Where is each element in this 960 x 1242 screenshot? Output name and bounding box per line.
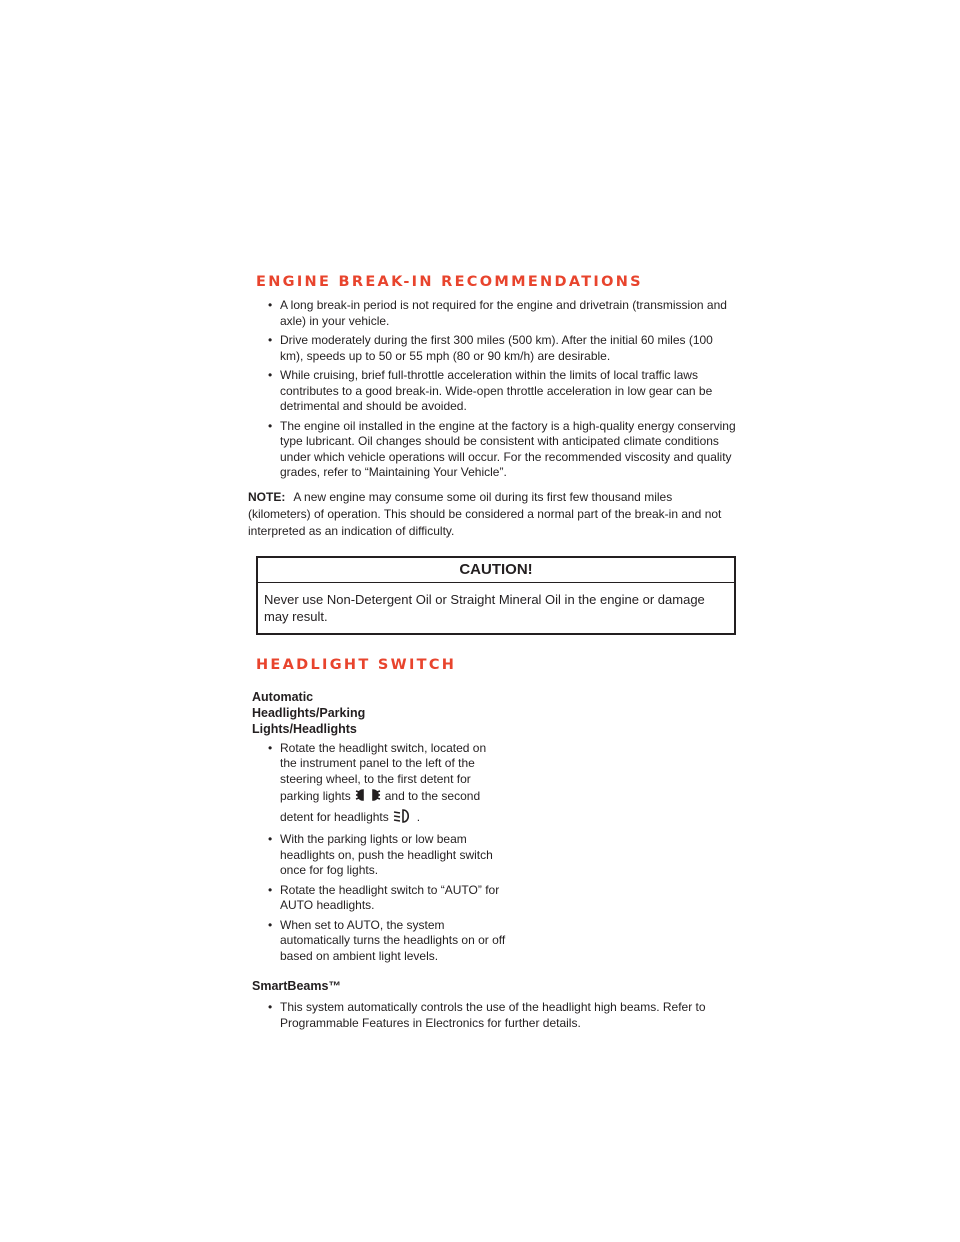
list-item: • Drive moderately during the first 300 miles (500 km). After the initial 60 miles (100 km), speeds up to 50 or 55 mph (80 or 90 km/h) are desirable. bbox=[268, 333, 713, 363]
parking-lights-icon bbox=[355, 787, 381, 808]
note-text: A new engine may consume some oil during its first few thousand miles (kilometers) of operation. This should be considered a normal part of the break-in and not interpreted as an indication of difficulty. bbox=[248, 489, 722, 538]
smartbeams-subhead: SmartBeams™ bbox=[252, 979, 341, 993]
list-item: • The engine oil installed in the engine at the factory is a high-quality energy conserving type lubricant. Oil changes should be consistent with anticipated climate conditions under which vehicle operations will occur. For the recommended viscosity and quality grades, refer to “Maintaining Your Vehicle”. bbox=[268, 418, 736, 479]
headlight-section bbox=[252, 655, 736, 1032]
list-item: • Rotate the headlight switch, located on the instrument panel to the left of the steering wheel, to the first detent for parking lights and to the second detent for headlights . bbox=[256, 741, 506, 829]
list-item: • When set to AUTO, the system automatically turns the headlights on or off based on ambient light levels. bbox=[268, 917, 506, 963]
engine-bullet-list bbox=[256, 298, 736, 481]
headlight-switch-title: HEADLIGHT SWITCH bbox=[256, 656, 457, 673]
headlight-bullet-list bbox=[256, 741, 506, 965]
caution-title: CAUTION! bbox=[258, 558, 734, 583]
page-content bbox=[248, 272, 736, 1035]
caution-box bbox=[256, 556, 736, 635]
smartbeams-bullet-list bbox=[256, 1000, 736, 1031]
list-item: • With the parking lights or low beam headlights on, push the headlight switch once for fog lights. bbox=[268, 832, 493, 877]
list-item: • Rotate the headlight switch to “AUTO” for AUTO headlights. bbox=[268, 882, 500, 912]
headlight-icon bbox=[393, 808, 413, 829]
list-item: • While cruising, brief full-throttle acceleration within the limits of local traffic laws contributes to a good break-in. Wide-open throttle acceleration in low gear can be detrimental and should be avoided. bbox=[268, 368, 713, 413]
engine-note bbox=[248, 489, 728, 540]
list-item: • A long break-in period is not required for the engine and drivetrain (transmission and axle) in your vehicle. bbox=[268, 298, 727, 328]
list-item: • This system automatically controls the use of the headlight high beams. Refer to Programmable Features in Electronics for further details. bbox=[268, 1000, 706, 1030]
caution-text: Never use Non-Detergent Oil or Straight Mineral Oil in the engine or damage may result. bbox=[264, 591, 705, 624]
note-label: NOTE: bbox=[248, 489, 286, 504]
engine-breakin-title: ENGINE BREAK-IN RECOMMENDATIONS bbox=[256, 274, 643, 290]
auto-headlights-subhead: Automatic Headlights/Parking Lights/Headlights bbox=[252, 689, 366, 736]
